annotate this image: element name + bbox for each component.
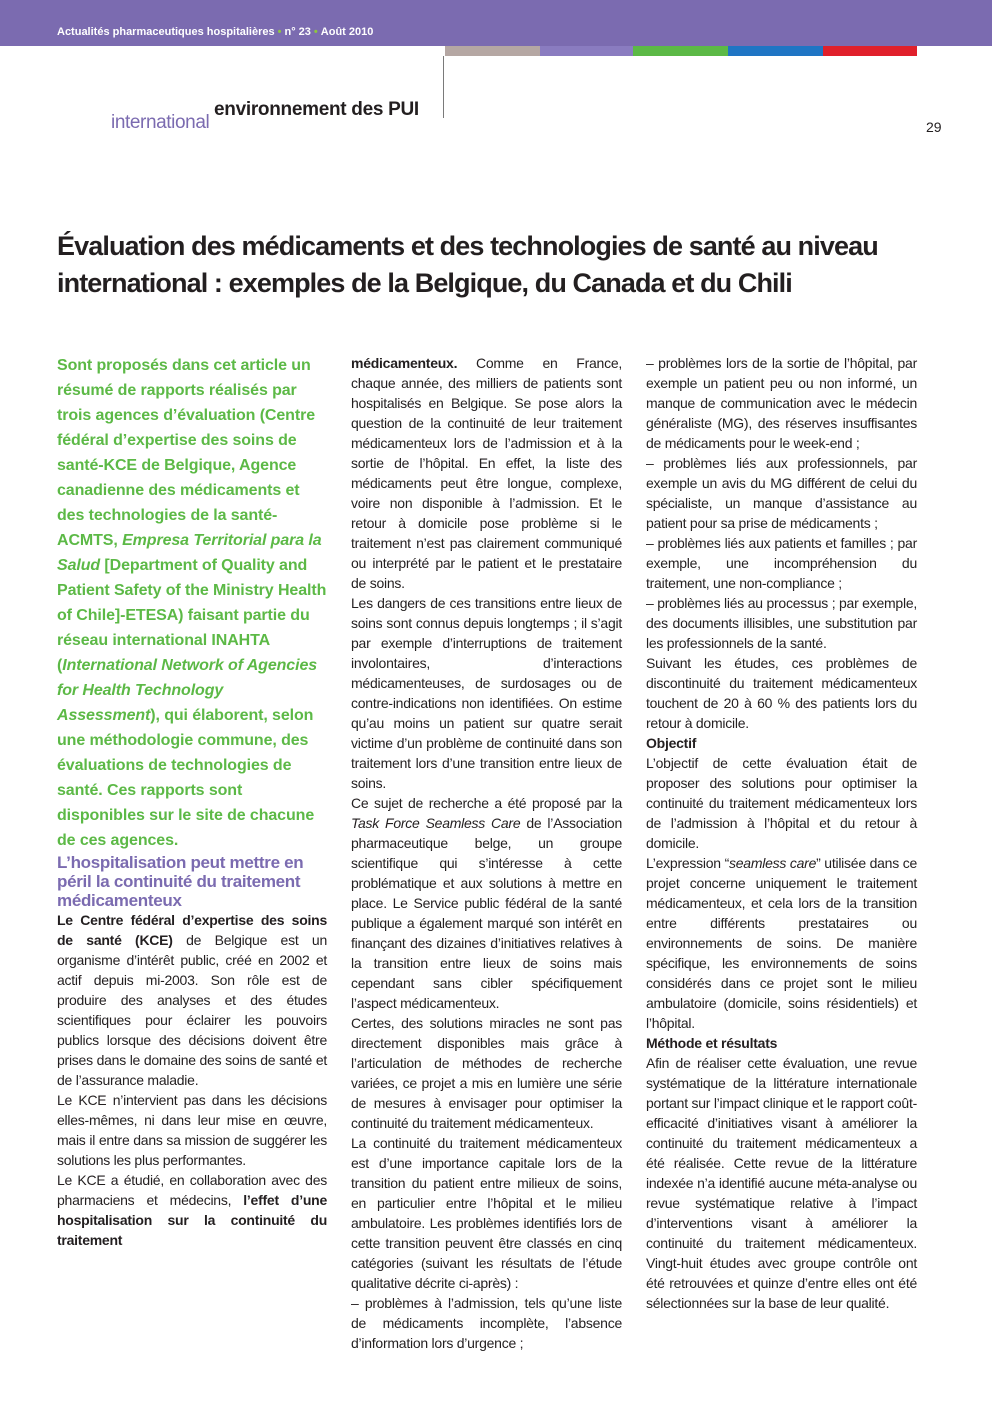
list-item: – problèmes liés aux patients et familles ; par exemple, une incompréhension du traitement, une non-compliance ; bbox=[646, 535, 917, 591]
color-bar-segment bbox=[445, 46, 540, 56]
color-bar-segment bbox=[823, 46, 917, 56]
column-3 bbox=[646, 353, 917, 1313]
body-paragraph: Certes, des solutions miracles ne sont pas directement disponibles mais grâce à l’articulation de méthodes de recherche variées, ce projet a mis en lumière une série de mesures à envisager pour optimiser la continuité du traitement médicamenteux. bbox=[351, 1015, 622, 1131]
issue-date: Août 2010 bbox=[320, 26, 374, 38]
color-bar-segment bbox=[633, 46, 728, 56]
body-paragraph: Le KCE a étudié, en collaboration avec des pharmaciens et médecins, l’effet d’une hospitalisation sur la continuité du traitement bbox=[57, 1172, 327, 1248]
body-paragraph: Afin de réaliser cette évaluation, une revue systématique de la littérature internationale portant sur l’impact clinique et le rapport coût-efficacité d’initiatives visant à améliorer la continuité du traitement médicamenteux a été réalisée. Cette revue de la littérature indexée n’a identifié aucune méta-analyse ou revue systématique relative à l’impact d’interventions visant à améliorer la continuité du traitement médicamenteux. Vingt-huit études avec groupe contrôle ont été retrouvées et quinze d’entre elles ont été sélectionnées sur la base de leur qualité. bbox=[646, 1055, 917, 1311]
color-bar-segment bbox=[728, 46, 823, 56]
body-paragraph: Suivant les études, ces problèmes de discontinuité du traitement médicamenteux touchent de 20 à 60 % des patients lors du retour à domicile. bbox=[646, 655, 917, 731]
body-paragraph: Ce sujet de recherche a été proposé par la Task Force Seamless Care de l’Association pharmaceutique belge, un groupe scientifique qui s’intéresse à cette problématique et aux solutions à mettre en place. Le Service public fédéral de la santé publique a également marqué son intérêt en finançant des dizaines d’initiatives relatives à la transition entre lieux de soins mais cependant sans cibler spécifiquement l’aspect médicamenteux. bbox=[351, 795, 622, 1011]
vertical-divider bbox=[443, 56, 444, 118]
title-line: international : exemples de la Belgique, du Canada et du Chili bbox=[57, 268, 792, 298]
lead-paragraph: Sont proposés dans cet article un résumé de rapports réalisés par trois agences d’évaluation (Centre fédéral d’expertise des soins de santé-KCE de Belgique, Agence canadienne des médicaments et des technologies de la santé-ACMTS, Empresa Territorial para la Salud [Department of Quality and Patient Safety of the Ministry Health of Chile]-ETESA) faisant partie du réseau international INAHTA (International Network of Agencies for Health Technology Assessment), qui élaborent, selon une méthodologie commune, des évaluations de technologies de santé. Ces rapports sont disponibles sur le site de chacune de ces agences. bbox=[57, 357, 327, 849]
page-number: 29 bbox=[926, 119, 942, 135]
issue-number: n° 23 bbox=[284, 26, 311, 38]
article-title bbox=[57, 228, 937, 302]
list-item: – problèmes liés au processus ; par exemple, des documents illisibles, une substitution par les professionnels de la santé. bbox=[646, 595, 917, 651]
bullet-separator-icon: • bbox=[313, 26, 318, 38]
bullet-separator-icon: • bbox=[277, 26, 282, 38]
column-2 bbox=[351, 353, 622, 1353]
body-paragraph: médicamenteux. Comme en France, chaque année, des milliers de patients sont hospitalisés en Belgique. Se pose alors la question de la continuité de leur traitement médicamenteux lors de l’admission et à la sortie de l’hôpital. En effet, la liste des médicaments peut être longue, complexe, voire non disponible à l’admission. Et le retour à domicile pose problème si le traitement n’est pas clairement communiqué ou interprété par le patient et le prestataire de soins. bbox=[351, 355, 622, 591]
body-paragraph: La continuité du traitement médicamenteux est d’une importance capitale lors de la transition du patient entre milieux de soins, en particulier entre l’hôpital et le milieu ambulatoire. Les problèmes identifiés lors de cette transition peuvent être classés en cinq catégories (suivant les résultats de l’étude qualitative décrite ci-après) : bbox=[351, 1135, 622, 1291]
column-1 bbox=[57, 353, 327, 1250]
body-paragraph: Le KCE n’intervient pas dans les décisions elles-mêmes, ni dans leur mise en œuvre, mais il entre dans sa mission de suggérer les solutions les plus performantes. bbox=[57, 1092, 327, 1168]
subheading: L’hospitalisation peut mettre en péril la continuité du traitement médicamenteux bbox=[57, 853, 304, 910]
running-header bbox=[57, 26, 373, 38]
body-paragraph: Les dangers de ces transitions entre lieux de soins sont connus depuis longtemps ; il s’agit par exemple d’interruptions de traitement involontaires, d’interactions médicamenteuses, de surdosages ou de contre-indications non identifiées. On estime qu’au moins un patient sur quatre serait victime d’un problème de continuité dans son traitement lors d’une transition entre lieux de soins. bbox=[351, 595, 622, 791]
body-paragraph: L’expression “seamless care” utilisée dans ce projet concerne uniquement le traitement médicamenteux, et cela lors de la transition entre différents prestataires ou environnements de soins. De manière spécifique, les environnements de soins considérés dans ce projet sont le milieu ambulatoire (domicile, soins résidentiels) et l’hôpital. bbox=[646, 855, 917, 1031]
body-paragraph: Le Centre fédéral d’expertise des soins de santé (KCE) de Belgique est un organisme d’intérêt public, créé en 2002 et actif depuis mi-2003. Son rôle est de produire des analyses et des études scientifiques pour éclairer les pouvoirs publics lorsque des décisions doivent être prises dans le domaine des soins de santé et de l’assurance maladie. bbox=[57, 912, 327, 1088]
list-item: – problèmes à l’admission, tels qu’une liste de médicaments incomplète, l’absence d’information lors d’urgence ; bbox=[351, 1295, 622, 1351]
journal-name: Actualités pharmaceutiques hospitalières bbox=[57, 26, 275, 38]
section-category: international bbox=[111, 112, 210, 133]
section-heading: Méthode et résultats bbox=[646, 1035, 778, 1051]
body-paragraph: L’objectif de cette évaluation était de proposer des solutions pour optimiser la continuité du traitement médicamenteux lors de l’admission à l’hôpital et du retour à domicile. bbox=[646, 755, 917, 851]
color-bar-segment bbox=[540, 46, 633, 56]
list-item: – problèmes liés aux professionnels, par exemple un avis du MG différent de celui du spécialiste, un manque d’assistance au patient pour sa prise de médicaments ; bbox=[646, 455, 917, 531]
section-heading: Objectif bbox=[646, 735, 697, 751]
section-title: environnement des PUI bbox=[214, 99, 419, 120]
list-item: – problèmes lors de la sortie de l’hôpital, par exemple un patient peu ou non informé, un manque de communication avec le médecin généraliste (MG), des réserves insuffisantes de médicaments pour le week-end ; bbox=[646, 355, 917, 451]
title-line: Évaluation des médicaments et des technologies de santé au niveau bbox=[57, 231, 878, 261]
header-band bbox=[0, 0, 992, 46]
